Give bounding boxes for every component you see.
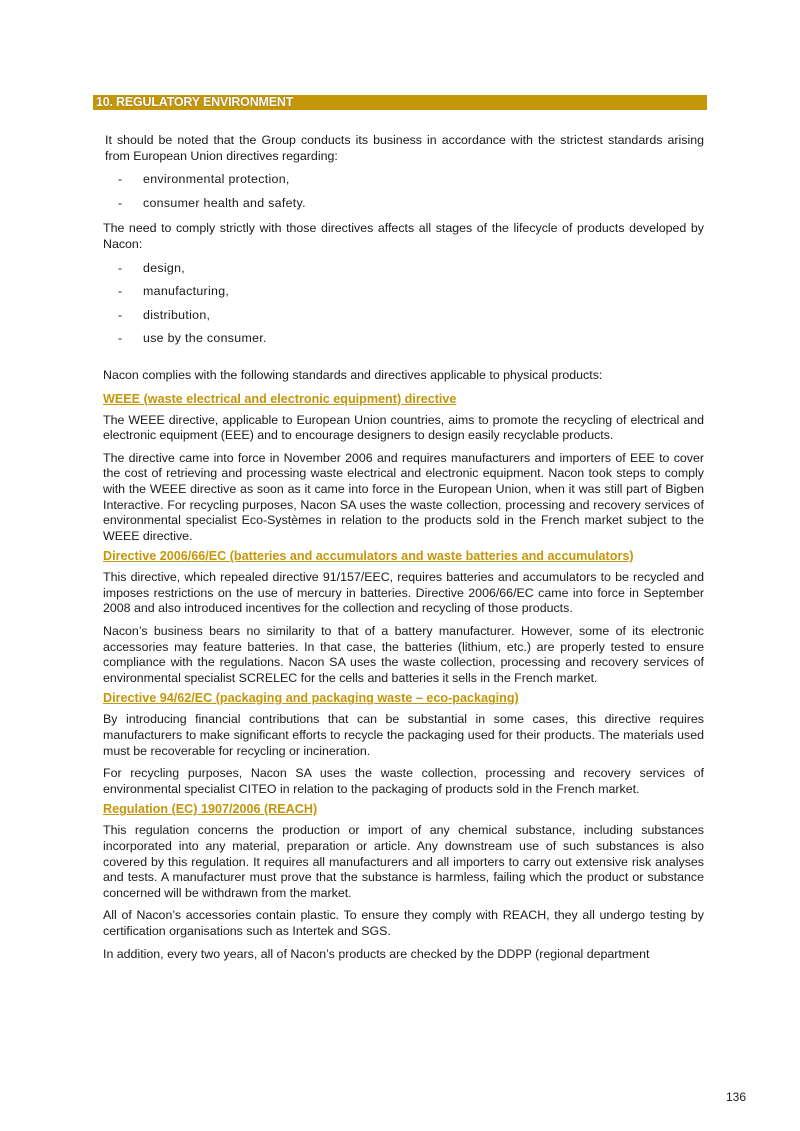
standards-intro: Nacon complies with the following standards and directives applicable to physical products: [103,367,603,382]
list-item: - design, [103,261,704,277]
document-body [103,133,704,962]
lifecycle-list [103,261,704,347]
list-item: - distribution, [103,308,704,324]
list-item: - consumer health and safety. [103,196,704,212]
page-number: 136 [725,1090,746,1104]
list-item: - use by the consumer. [103,331,704,347]
weee-heading: WEEE (waste electrical and electronic equipment) directive [103,391,457,406]
packaging-paragraph-1: By introducing financial contributions that can be substantial in some cases, this directive requires manufacturers to make significant efforts to recycle the packaging used for their products. The materials used must be recoverable for recycling or incineration. [103,712,704,758]
batteries-paragraph-2: Nacon’s business bears no similarity to that of a battery manufacturer. However, some of its electronic accessories may feature batteries. In that case, the batteries (lithium, etc.) are properly tested to ensure compliance with the regulations. Nacon SA uses the waste collection, processing and recovery services of environmental specialist SCRELEC for the cells and batteries it sells in the French market. [103,624,704,685]
weee-paragraph-1: The WEEE directive, applicable to European Union countries, aims to promote the recycling of electrical and electronic equipment (EEE) and to encourage designers to design easily recyclable products. [103,412,704,443]
weee-paragraph-2: The directive came into force in November 2006 and requires manufacturers and importers of EEE to cover the cost of retrieving and processing waste electrical and electronic equipment. Nacon took steps to comply with the WEEE directive as soon as it came into force in the European Union, when it was still part of Bigben Interactive. For recycling purposes, Nacon SA uses the waste collection, processing and recovery services of environmental specialist Eco-Systèmes in relation to the products sold in the French market subject to the WEEE directive. [103,450,704,543]
intro-list [103,172,704,211]
reach-heading: Regulation (EC) 1907/2006 (REACH) [103,802,318,817]
lifecycle-paragraph: The need to comply strictly with those directives affects all stages of the lifecycle of products developed by Nacon: [103,221,704,251]
reach-paragraph-3: In addition, every two years, all of Nacon’s products are checked by the DDPP (regional department [103,946,650,961]
batteries-heading: Directive 2006/66/EC (batteries and accumulators and waste batteries and accumulators) [103,549,634,564]
packaging-paragraph-2: For recycling purposes, Nacon SA uses the waste collection, processing and recovery services of environmental specialist CITEO in relation to the packaging of products sold in the French market. [103,766,704,796]
packaging-heading: Directive 94/62/EC (packaging and packaging waste – eco-packaging) [103,691,519,706]
section-title: 10. REGULATORY ENVIRONMENT [96,95,294,109]
list-item: - environmental protection, [103,172,704,188]
reach-paragraph-2: All of Nacon’s accessories contain plastic. To ensure they comply with REACH, they all undergo testing by certification organisations such as Intertek and SGS. [103,908,704,938]
intro-paragraph: It should be noted that the Group conducts its business in accordance with the strictest standards arising from European Union directives regarding: [105,133,704,163]
reach-paragraph-1: This regulation concerns the production or import of any chemical substance, including substances incorporated into any material, preparation or article. Any downstream use of such substances is also covered by this regulation. It requires all manufacturers and all importers to carry out extensive risk analyses and tests. A manufacturer must prove that the substance is harmless, failing which the product or substance concerned will be withdrawn from the market. [103,823,704,900]
section-header-bar [93,95,707,110]
list-item: - manufacturing, [103,284,704,300]
batteries-paragraph-1: This directive, which repealed directive 91/157/EEC, requires batteries and accumulators to be recycled and imposes restrictions on the use of mercury in batteries. Directive 2006/66/EC came into force in September 2008 and also introduced incentives for the collection and recycling of those products. [103,570,704,616]
